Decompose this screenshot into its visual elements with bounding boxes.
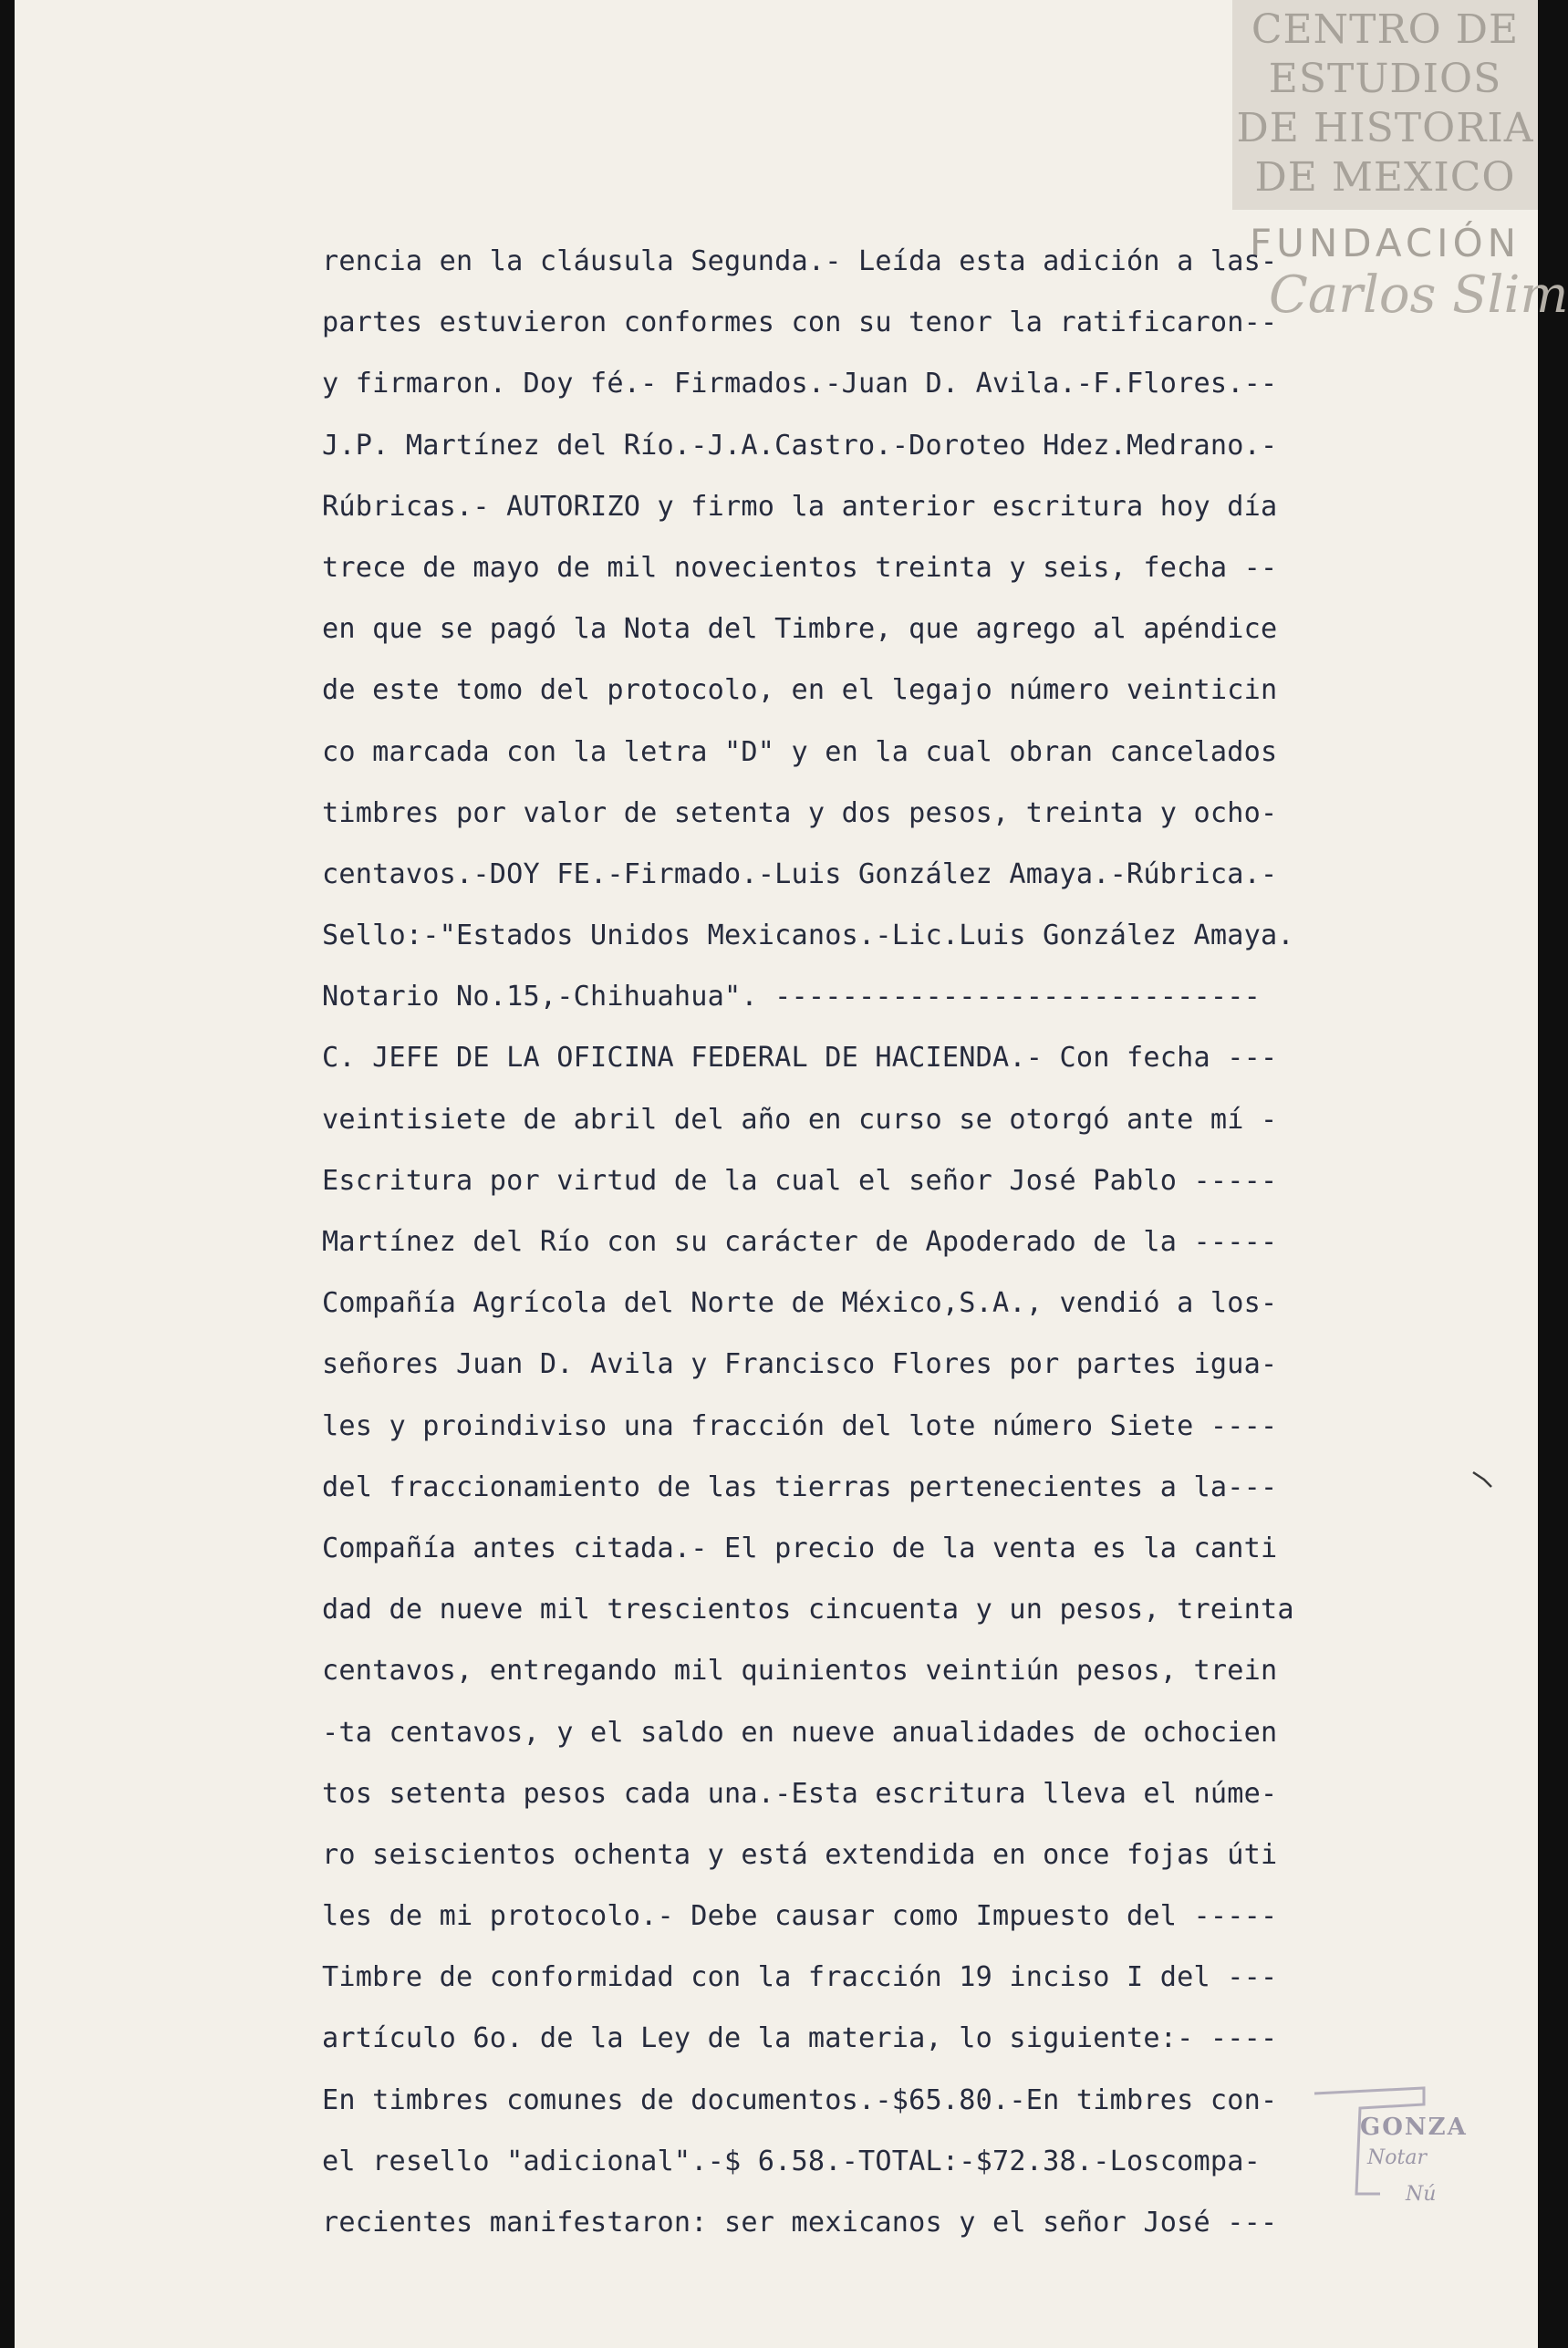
stamp-text: GONZA: [1360, 2114, 1468, 2141]
document-text-line: centavos.-DOY FE.-Firmado.-Luis González Amaya.-Rúbrica.-: [322, 857, 1278, 890]
document-text-line: ro seiscientos ochenta y está extendida en once fojas úti: [322, 1838, 1278, 1871]
document-text-line: les y proindiviso una fracción del lote número Siete ----: [322, 1409, 1278, 1442]
document-text-line: el resello "adicional".-$ 6.58.-TOTAL:-$72.38.-Loscompa-: [322, 2145, 1261, 2177]
document-text-line: C. JEFE DE LA OFICINA FEDERAL DE HACIENDA.- Con fecha ---: [322, 1042, 1278, 1075]
document-text-line: rencia en la cláusula Segunda.- Leída esta adición a las-: [322, 245, 1278, 277]
document-page: [15, 0, 1568, 2348]
margin-tick-mark: [1471, 1469, 1495, 1489]
notary-seal-stamp: [1296, 2057, 1538, 2249]
document-text-line: veintisiete de abril del año en curso se otorgó ante mí -: [322, 1103, 1278, 1136]
document-text-line: timbres por valor de setenta y dos pesos, treinta y ocho-: [322, 796, 1278, 829]
document-text-line: artículo 6o. de la Ley de la materia, lo siguiente:- ----: [322, 2022, 1278, 2055]
document-text-line: y firmaron. Doy fé.- Firmados.-Juan D. Avila.-F.Flores.--: [322, 368, 1278, 400]
document-text-line: les de mi protocolo.- Debe causar como Impuesto del -----: [322, 1900, 1278, 1933]
document-text-line: En timbres comunes de documentos.-$65.80.-En timbres con-: [322, 2083, 1278, 2116]
document-text-line: de este tomo del protocolo, en el legajo número veinticin: [322, 674, 1278, 707]
document-text-line: en que se pagó la Nota del Timbre, que agrego al apéndice: [322, 613, 1278, 646]
watermark-line: DE HISTORIA: [1236, 105, 1534, 151]
watermark-institution-band: [1232, 0, 1538, 210]
stamp-text: Notar: [1367, 2146, 1427, 2169]
document-text-line: centavos, entregando mil quinientos veintiún pesos, trein: [322, 1655, 1278, 1688]
document-text-line: Compañía antes citada.- El precio de la venta es la canti: [322, 1532, 1278, 1564]
document-text-line: dad de nueve mil trescientos cincuenta y un pesos, treinta: [322, 1594, 1294, 1626]
watermark-line: DE MEXICO: [1254, 154, 1516, 201]
document-text-line: co marcada con la letra "D" y en la cual obran cancelados: [322, 735, 1278, 768]
document-text-line: trece de mayo de mil novecientos treinta y seis, fecha --: [322, 551, 1278, 584]
stamp-text: Nú: [1406, 2183, 1437, 2206]
watermark-fundacion: FUNDACIÓN: [1249, 221, 1521, 265]
document-text-line: Notario No.15,-Chihuahua". -----------------------------: [322, 981, 1261, 1013]
watermark-line: ESTUDIOS: [1268, 56, 1502, 102]
document-text-line: Sello:-"Estados Unidos Mexicanos.-Lic.Luis González Amaya.: [322, 919, 1294, 952]
document-text-line: Martínez del Río con su carácter de Apoderado de la -----: [322, 1226, 1278, 1258]
document-text-line: -ta centavos, y el saldo en nueve anualidades de ochocien: [322, 1716, 1278, 1749]
watermark-line: CENTRO DE: [1251, 6, 1520, 53]
document-text-line: Timbre de conformidad con la fracción 19 inciso I del ---: [322, 1961, 1278, 1994]
watermark-signature: Carlos Slim: [1269, 265, 1568, 325]
document-text-line: J.P. Martínez del Río.-J.A.Castro.-Doroteo Hdez.Medrano.-: [322, 429, 1278, 462]
document-text-line: tos setenta pesos cada una.-Esta escritura lleva el núme-: [322, 1777, 1278, 1810]
document-text-line: Rúbricas.- AUTORIZO y firmo la anterior escritura hoy día: [322, 490, 1278, 523]
document-text-line: Compañía Agrícola del Norte de México,S.A., vendió a los-: [322, 1287, 1278, 1320]
document-text-line: señores Juan D. Avila y Francisco Flores por partes igua-: [322, 1348, 1278, 1381]
document-text-line: partes estuvieron conformes con su tenor la ratificaron--: [322, 306, 1278, 339]
document-text-line: recientes manifestaron: ser mexicanos y el señor José ---: [322, 2207, 1278, 2239]
typed-body-text: [322, 236, 1417, 2259]
document-text-line: Escritura por virtud de la cual el señor José Pablo -----: [322, 1164, 1278, 1197]
document-text-line: del fraccionamiento de las tierras pertenecientes a la---: [322, 1470, 1278, 1503]
